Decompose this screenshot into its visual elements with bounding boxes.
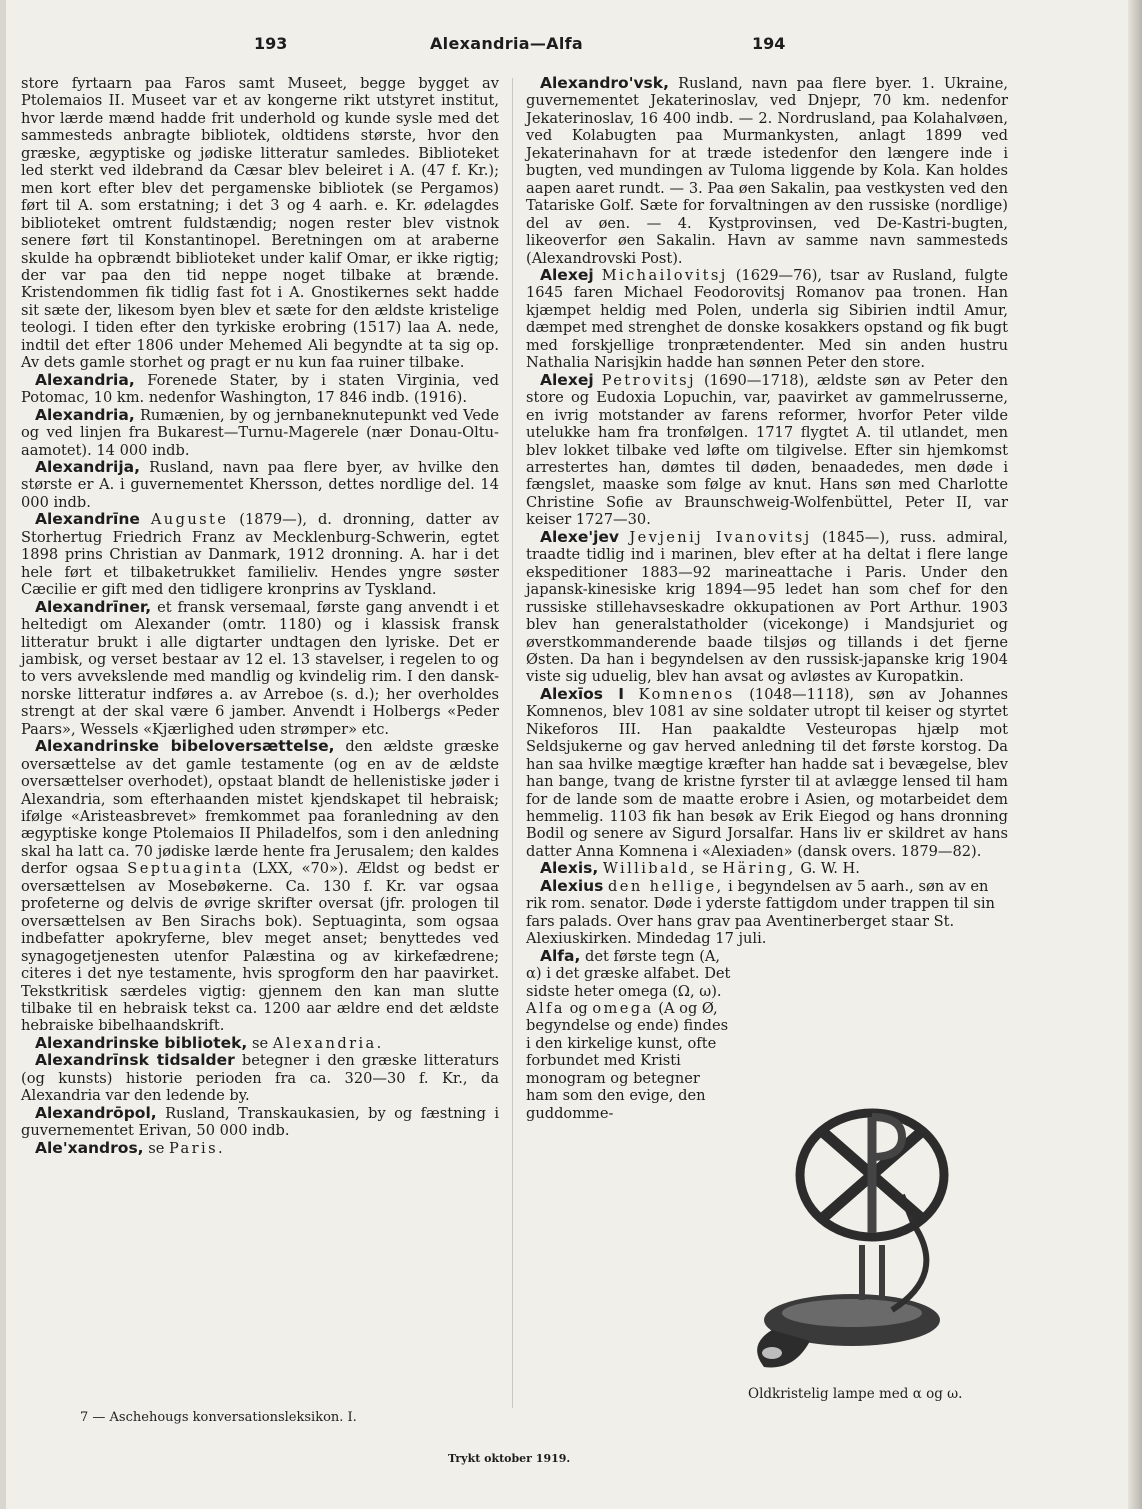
entry-alexandria-virginia: Alexandria, Forenede Stater, by i staten Virginia, ved Potomac, 10 km. nedenfor Washington, 17 846 indb. (1916). — [21, 370, 499, 407]
early-christian-lamp-image — [742, 1105, 1004, 1385]
column-divider — [512, 78, 513, 1408]
headword: Alexandrīne — [35, 510, 140, 529]
entry-alexandria-romania: Alexandria, Rumænien, by og jernbaneknutepunkt ved Vede og ved linjen fra Bukarest—Turnu-Magerele (nær Donau-Oltu-aamotet). 14 000 indb. — [21, 405, 499, 459]
lamp-neck — [862, 1245, 882, 1300]
headword: Alexandrīnsk tidsalder — [35, 1051, 235, 1070]
left-column — [21, 75, 499, 1157]
headword: Alexandrija, — [35, 457, 141, 476]
headword: Alexandrōpol, — [35, 1103, 157, 1122]
entry-alexius: Alexius den hellige, i begyndelsen av 5 aarh., søn av en rik rom. senator. Døde i yderste fattigdom under trappen til sin fars palads. Over hans grav paa Aventinerberget staar St. Alexiuskirken. Mindedag 17 juli. — [526, 876, 995, 948]
entry-alexandrovsk: Alexandro'vsk, Rusland, navn paa flere byer. 1. Ukraine, guvernementet Jekaterinoslav, ved Dnjepr, 70 km. nedenfor Jekaterinoslav, 16 400 indb. — 2. Nordrusland, paa Kolahalvøen, ved Kolabugten paa Murmankysten, anlagt 1899 ved Jekaterinahavn for at træde istedenfor den længere inde i bugten, ved mundingen av Tuloma liggende by Kola. Kan holdes aapen aaret rundt. — 3. Paa øen Sakalin, paa vestkysten ved den Tatariske Golf. Sæte for forvaltningen av den russiske (nordlige) del av øen. — 4. Kystprovinsen, ved De-Kastri-bugten, likeoverfor øen Sakalin. Havn av samme navn sammesteds (Alexandrovski Post). — [526, 74, 1009, 267]
headword: Alexandrinske bibliotek, — [35, 1033, 248, 1052]
lamp-illustration — [742, 1105, 1004, 1415]
headword: Alexandrīner, — [35, 597, 152, 616]
entry-alexejev: Alexe'jev Jevjenij Ivanovitsj (1845—), russ. admiral, traadte tidlig ind i marinen, blev efter at ha deltat i flere lange ekspeditioner 1883—92 marineattache i Paris. Under den japansk-kinesiske krig 1894—95 ledet han som chef for den russiske stillehavseskadre okkupationen av Port Arthur. 1903 blev han generalstatholder (vicekonge) i Mandsjuriet og øverstkommanderende baade tilsjøs og tillands i det fjerne Østen. Da han i begyndelsen av den russisk-japanske krig 1904 viste sig uduelig, blev han avsat og avløstes av Kuropatkin. — [526, 527, 1009, 686]
headword: Alexandria, — [35, 405, 135, 424]
entry-alexej-michailovitsj: Alexej Michailovitsj (1629—76), tsar av Rusland, fulgte 1645 faren Michael Feodorovitsj Romanov paa tronen. Han kjæmpet heldig med Polen, underla sig Sibirien indtil Amur, dæmpet med strenghet de donske kosakkers opstand og fik bugt med forskjellige tronprætendenter. Med sin anden hustru Nathalia Narisjkin hadde han sønnen Peter den store. — [526, 265, 1009, 372]
headword: Alexīos I — [540, 684, 625, 703]
headword: Alexandro'vsk, — [540, 74, 669, 92]
headword: Ale'xandros, — [35, 1138, 144, 1157]
entry-alexandrija: Alexandrija, Rusland, navn paa flere byer, av hvilke den største er A. i guvernementet Khersson, dettes nordlige del. 14 000 indb. — [21, 457, 499, 511]
entry-alexandrinske-bibliotek: Alexandrinske bibliotek, se Alexandria. — [35, 1033, 384, 1052]
running-title: Alexandria—Alfa — [430, 34, 583, 53]
right-column — [526, 75, 1008, 1122]
right-page-number: 194 — [752, 34, 786, 53]
headword: Alfa, — [540, 946, 581, 965]
left-page-number: 193 — [254, 34, 288, 53]
entry-alexandropol: Alexandrōpol, Rusland, Transkaukasien, by og fæstning i guvernementet Erivan, 50 000 indb. — [21, 1103, 499, 1140]
entry-alexandrinsk-tidsalder: Alexandrīnsk tidsalder betegner i den græske litteraturs (og kunsts) historie perioden fra ca. 320—30 f. Kr., da Alexandria var den ledende by. — [21, 1051, 500, 1105]
headword: Alexandrinske bibeloversættelse, — [35, 737, 335, 756]
entry-alfa: Alfa, det første tegn (A, α) i det græske alfabet. Det sidste heter omega (Ω, ω). Alfa og omega (A og Ø, begyndelse og ende) findes i den kirkelige kunst, ofte forbundet med Kristi monogram og betegner ham som den evige, den guddomme- — [526, 946, 731, 1122]
running-header — [0, 34, 1142, 58]
headword: Alexej — [540, 370, 594, 389]
entry-alexandriner: Alexandrīner, et fransk versemaal, første gang anvendt i et heltedigt om Alexander (omtr. 1180) og i klassisk fransk litteratur brukt i alle digtarter undtagen den lyriske. Det er jambisk, og verset bestaar av 12 el. 13 stavelser, i regelen to og to vers avvekslende med mandlig og kvindelig rim. I den dansk-norske litteratur indføres a. av Arreboe (s. d.); her overholdes strengt at der skal være 6 jamber. Anvendt i Holbergs «Peder Paars», Wessels «Kjærlighed uden strømper» etc. — [21, 597, 499, 738]
entry-alexandrine: Alexandrīne Auguste (1879—), d. dronning, datter av Storhertug Friedrich Franz av Mecklenburg-Schwerin, egtet 1898 prins Christian av Danmark, 1912 dronning. A. har i det hele ført et tilbaketrukket familieliv. Hendes yngre søster Cæcilie er gift med den tidligere kronprins av Tyskland. — [21, 510, 500, 599]
wick-hole — [762, 1347, 782, 1359]
entry-alexandria-continued: store fyrtaarn paa Faros samt Museet, begge bygget av Ptolemaios II. Museet var et av kongerne rikt utstyret institut, hvor lærde mænd hadde frit underhold og kunde sysle med det sammesteds anbragte bibliotek, oldtidens største, hvor den græske, ægyptiske og jødiske litteratur samledes. Biblioteket led sterkt ved ildebrand da Cæsar blev beleiret i A. (47 f. Kr.); men kort efter blev det pergamenske bibliotek (se Pergamos) ført til A. som erstatning; i det 3 og 4 aarh. e. Kr. ødelagdes biblioteket omtrent fuldstændig; nogen rester blev vistnok senere ført til Konstantinopel. Beretningen om at araberne skulde ha opbrændt biblioteket under kalif Omar, er ikke rigtig; der var paa den tid neppe noget tilbake at brænde. Kristendommen fik tidlig fast fot i A. Gnostikernes sekt hadde sit sæte der, likesom byen blev et sæte for den ældste kristelige teologi. I tiden efter den tyrkiske erobring (1517) laa A. nede, indtil det efter 1806 under Mehemed Ali begyndte at ta sig op. Av dets gamle storhet og pragt er nu kun faa ruiner tilbake. — [21, 75, 499, 372]
entry-alexandros: Ale'xandros, se Paris. — [35, 1138, 226, 1157]
entry-alexis: Alexis, Willibald, se Häring, G. W. H. — [540, 859, 860, 878]
entry-alexios: Alexīos I Komnenos (1048—1118), søn av Johannes Komnenos, blev 1081 av sine soldater utropt til keiser og styrtet Nikeforos III. Han paakaldte Vesteuropas hjælp mot Seldsjukerne og gav herved anledning til det første korstog. Da han saa hvilke mægtige kræfter han hadde sat i bevægelse, blev han bange, tvang de kristne fyrster til at avlægge lensed til ham for de lande som de maatte erobre i Asien, og motarbeidet dem hemmelig. 1103 fik han besøk av Erik Eiegod og hans dronning Bodil og senere av Sigurd Jorsalfar. Hans liv er skildret av hans datter Anna Komnena i «Alexiaden» (dansk overs. 1879—82). — [526, 684, 1009, 860]
entry-alexej-petrovitsj: Alexej Petrovitsj (1690—1718), ældste søn av Peter den store og Eudoxia Lopuchin, var, paavirket av gammelrusserne, en ivrig motstander av farens reformer, hvorfor Peter vilde utelukke ham fra tronfølgen. 1717 flygtet A. til utlandet, men blev lokket tilbake ved løfte om tilgivelse. Efter sin hjemkomst arrestertes han, dømtes til døden, benaadedes, men døde i fængslet, maaske som følge av knut. Hans søn med Charlotte Christine Sofie av Braunschweig-Wolfenbüttel, Peter II, var keiser 1727—30. — [526, 370, 1009, 529]
headword: Alexandria, — [35, 370, 135, 389]
page-outer-edge — [1128, 0, 1142, 1509]
headword: Alexius — [540, 876, 604, 895]
entry-alexandrinske-bibeloversaettelse: Alexandrinske bibeloversættelse, den ældste græske oversættelse av det gamle testamente (og en av de ældste oversættelser overhodet), opstaat blandt de hellenistiske jøder i Alexandria, som efterhaanden mistet kjendskapet til hebraisk; ifølge «Aristeasbrevet» fremkommet paa foranledning av den ægyptiske konge Ptolemaios II Philadelfos, som i den anledning skal ha latt ca. 70 jødiske lærde hente fra Jerusalem; den kaldes derfor ogsaa Septuaginta (LXX, «70»). Ældst og bedst er oversættelsen av Mosebøkerne. Ca. 130 f. Kr. var ogsaa profeterne og delvis de øvrige skrifter oversat (jfr. prologen til oversættelsen av Ben Sirachs bok). Septuaginta, som ogsaa indbefatter apokryferne, blev meget anset; benyttedes ved synagogetjenesten utenfor Palæstina og av kirkefædrene; citeres i det nye testamente, hvis sprogform den har paavirket. Tekstkritisk særdeles vigtig: gjennem den kan man slutte tilbake til en hebraisk tekst ca. 1200 aar ældre end det ældste hebraiske bibelhaandskrift. — [21, 737, 500, 1035]
headword: Alexej — [540, 265, 594, 284]
page-binding-edge — [0, 0, 6, 1509]
headword: Alexe'jev — [540, 527, 620, 546]
publisher-footnote: 7 — Aschehougs konversationsleksikon. I. — [80, 1410, 357, 1425]
headword: Alexis, — [540, 859, 599, 878]
figure-caption: Oldkristelig lampe med α og ω. — [748, 1386, 963, 1402]
print-date: Trykt oktober 1919. — [448, 1452, 571, 1465]
